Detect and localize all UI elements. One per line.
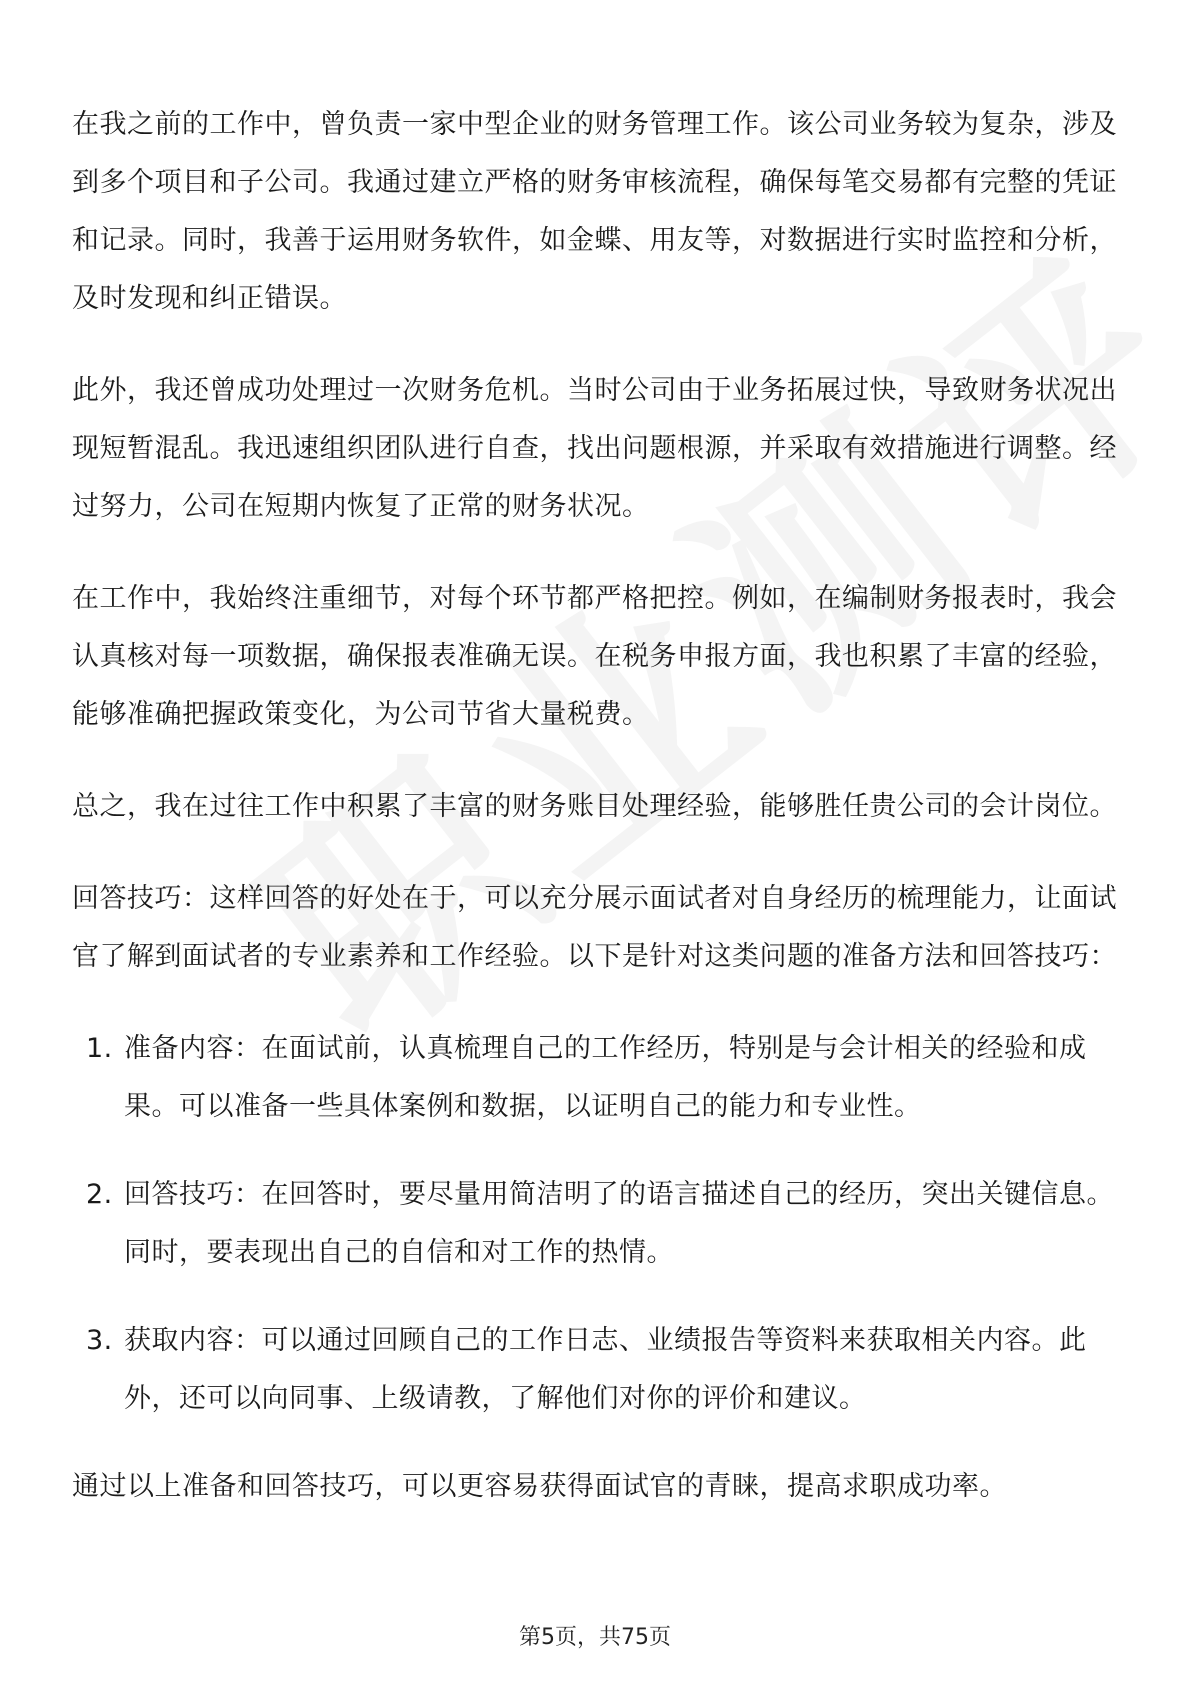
list-item — [72, 1020, 1118, 1136]
paragraph-closing: 通过以上准备和回答技巧，可以更容易获得面试官的青睐，提高求职成功率。 — [72, 1471, 1007, 1502]
paragraph-summary: 总之，我在过往工作中积累了丰富的财务账目处理经验，能够胜任贵公司的会计岗位。 — [72, 791, 1117, 822]
list-item-text: 准备内容：在面试前，认真梳理自己的工作经历，特别是与会计相关的经验和成果。可以准备一些具体案例和数据，以证明自己的能力和专业性。 — [124, 1033, 1087, 1122]
tips-list — [72, 1020, 1118, 1428]
document-body — [72, 96, 1118, 1550]
list-item-number: 3. — [86, 1325, 113, 1356]
list-item-text: 回答技巧：在回答时，要尽量用简洁明了的语言描述自己的经历，突出关键信息。同时，要表现出自己的自信和对工作的热情。 — [124, 1179, 1114, 1268]
list-item — [72, 1312, 1118, 1428]
paragraph-details: 在工作中，我始终注重细节，对每个环节都严格把控。例如，在编制财务报表时，我会认真核对每一项数据，确保报表准确无误。在税务申报方面，我也积累了丰富的经验，能够准确把握政策变化，为公司节省大量税费。 — [72, 583, 1117, 730]
paragraph-tips-intro: 回答技巧：这样回答的好处在于，可以充分展示面试者对自身经历的梳理能力，让面试官了解到面试者的专业素养和工作经验。以下是针对这类问题的准备方法和回答技巧： — [72, 883, 1117, 972]
list-item-text: 获取内容：可以通过回顾自己的工作日志、业绩报告等资料来获取相关内容。此外，还可以向同事、上级请教，了解他们对你的评价和建议。 — [124, 1325, 1087, 1414]
list-item-number: 1. — [86, 1033, 113, 1064]
list-item — [72, 1166, 1118, 1282]
page-number: 第5页，共75页 — [519, 1625, 671, 1650]
paragraph-experience: 在我之前的工作中，曾负责一家中型企业的财务管理工作。该公司业务较为复杂，涉及到多个项目和子公司。我通过建立严格的财务审核流程，确保每笔交易都有完整的凭证和记录。同时，我善于运用财务软件，如金蝶、用友等，对数据进行实时监控和分析，及时发现和纠正错误。 — [72, 109, 1117, 314]
list-item-number: 2. — [86, 1179, 113, 1210]
paragraph-crisis: 此外，我还曾成功处理过一次财务危机。当时公司由于业务拓展过快，导致财务状况出现短暂混乱。我迅速组织团队进行自查，找出问题根源，并采取有效措施进行调整。经过努力，公司在短期内恢复了正常的财务状况。 — [72, 375, 1117, 522]
